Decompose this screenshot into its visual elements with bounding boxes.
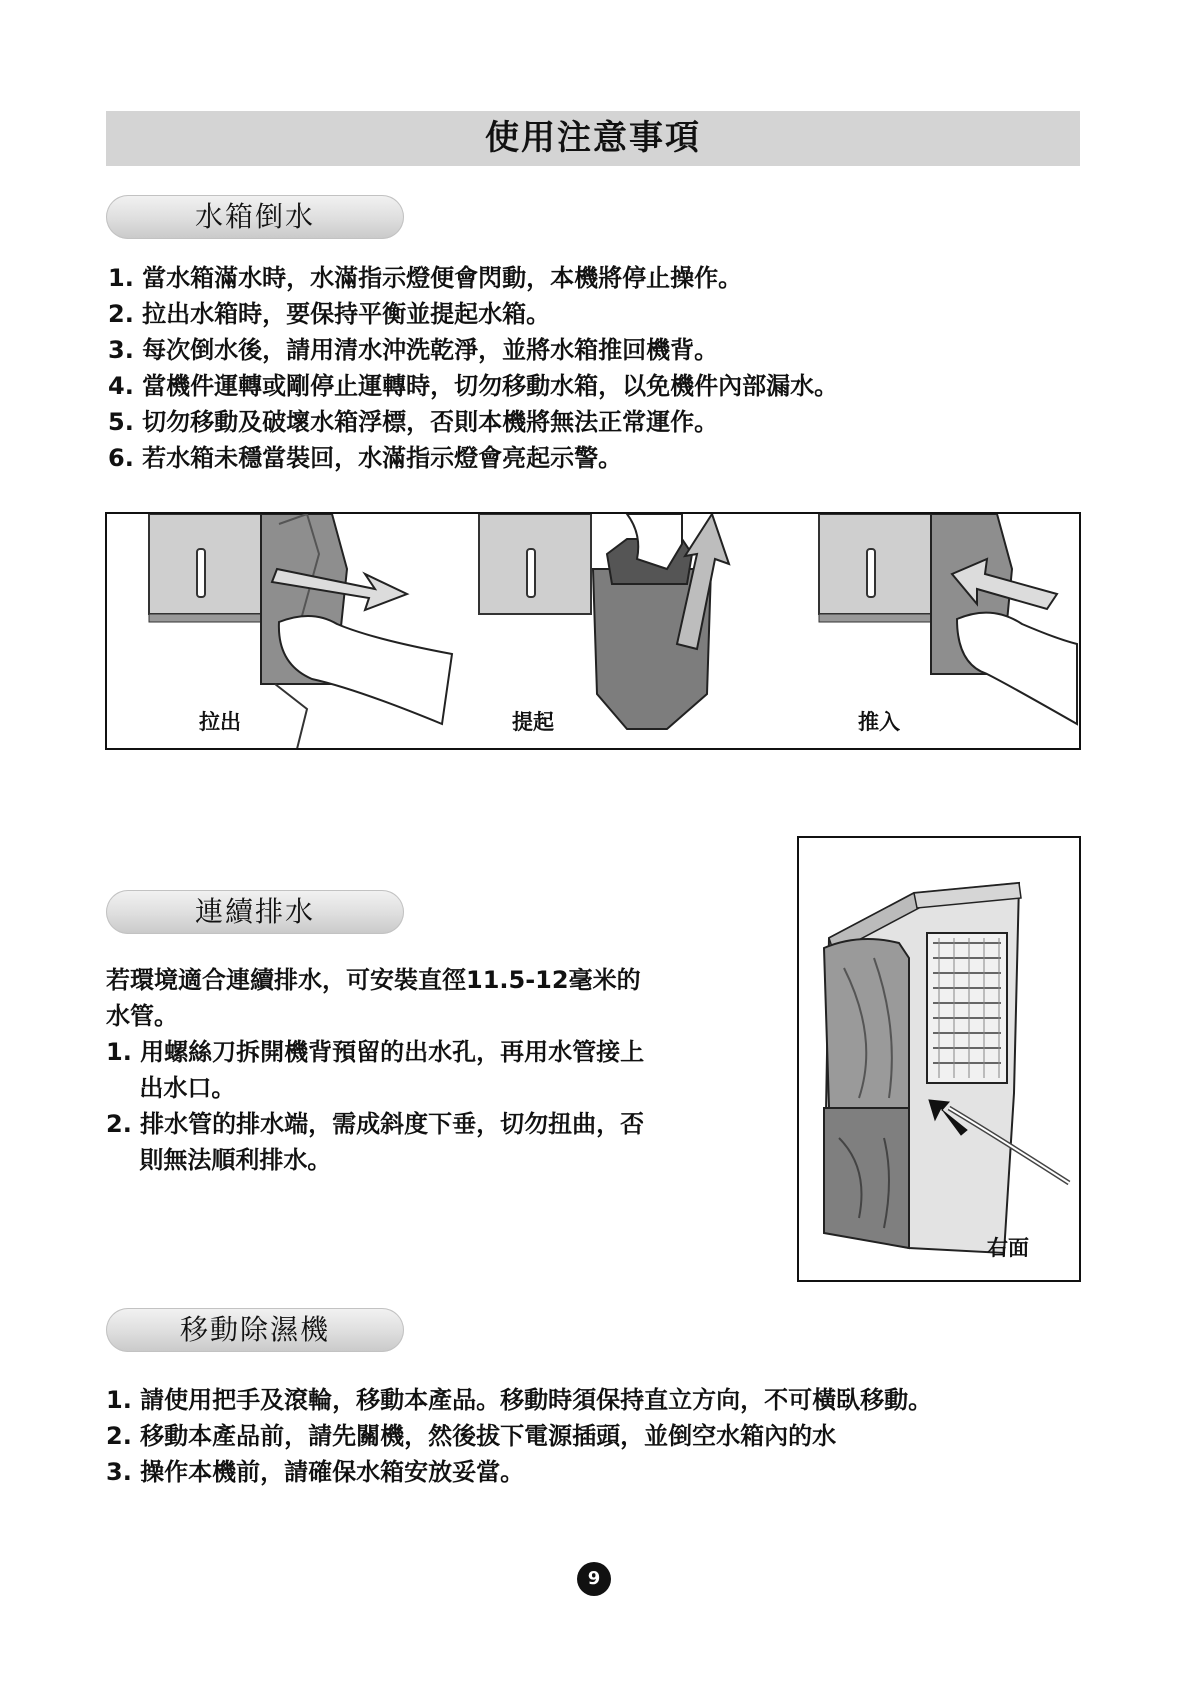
page-title: 使用注意事項 (485, 118, 701, 158)
list-item: 2. 拉出水箱時，要保持平衡並提起水箱。 (108, 300, 551, 328)
lift-illustration (479, 514, 729, 729)
list-item: 3. 操作本機前，請確保水箱安放妥當。 (106, 1458, 525, 1486)
list-item: 則無法順利排水。 (106, 1146, 332, 1174)
list-item: 1. 請使用把手及滾輪，移動本產品。移動時須保持直立方向，不可橫臥移動。 (106, 1386, 933, 1414)
drain-instructions (106, 962, 644, 1178)
tank-figure-box (105, 512, 1081, 750)
pull-out-illustration (149, 514, 452, 748)
list-item: 1. 當水箱滿水時，水滿指示燈便會閃動，本機將停止操作。 (108, 264, 743, 292)
caption-right-side: 右面 (987, 1236, 1029, 1260)
tank-illustrations (107, 514, 1079, 748)
paragraph-line: 水管。 (106, 1002, 178, 1030)
list-item: 4. 當機件運轉或剛停止運轉時，切勿移動水箱，以免機件內部漏水。 (108, 372, 839, 400)
list-item: 5. 切勿移動及破壞水箱浮標，否則本機將無法正常運作。 (108, 408, 719, 436)
drain-figure-box (797, 836, 1081, 1282)
dehumidifier-illustration (799, 838, 1079, 1280)
page-title-bar (106, 111, 1080, 166)
list-item: 3. 每次倒水後，請用清水沖洗乾淨，並將水箱推回機背。 (108, 336, 719, 364)
list-item: 1. 用螺絲刀拆開機背預留的出水孔，再用水管接上 (106, 1038, 645, 1066)
caption-pull-out: 拉出 (199, 710, 241, 734)
section-heading-tank: 水箱倒水 (106, 195, 404, 239)
list-item: 2. 排水管的排水端，需成斜度下垂，切勿扭曲，否 (106, 1110, 645, 1138)
push-in-illustration (819, 514, 1077, 724)
section-heading-drain: 連續排水 (106, 890, 404, 934)
caption-push-in: 推入 (858, 710, 900, 734)
list-item: 6. 若水箱未穩當裝回，水滿指示燈會亮起示警。 (108, 444, 623, 472)
list-item: 出水口。 (106, 1074, 236, 1102)
list-item: 2. 移動本產品前，請先關機，然後拔下電源插頭，並倒空水箱內的水 (106, 1422, 837, 1450)
page-number: 9 (577, 1562, 611, 1596)
move-instructions (106, 1382, 932, 1490)
tank-instructions (108, 260, 838, 476)
paragraph-line: 若環境適合連續排水，可安裝直徑11.5-12毫米的 (106, 966, 641, 994)
section-heading-move: 移動除濕機 (106, 1308, 404, 1352)
caption-lift: 提起 (512, 710, 554, 734)
